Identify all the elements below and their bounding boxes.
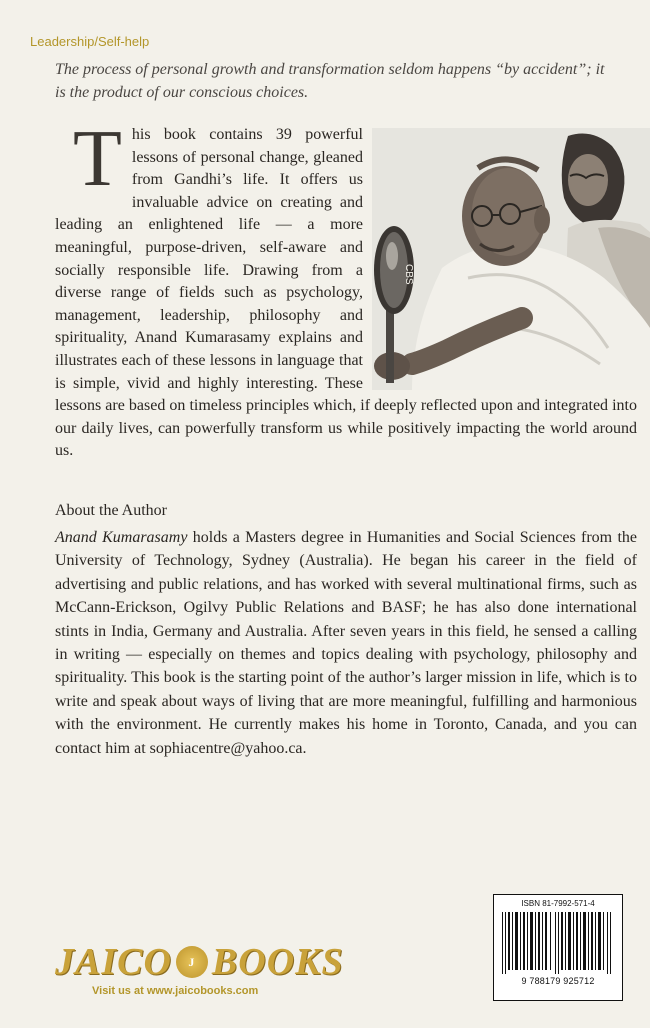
barcode-icon	[500, 912, 616, 974]
photo-spacer	[369, 124, 637, 394]
author-bio	[55, 526, 637, 760]
tagline: The process of personal growth and transformation seldom happens “by accident”; it is the product of our conscious choices.	[55, 61, 605, 101]
barcode-box	[493, 894, 623, 1001]
about-author-heading: About the Author	[55, 502, 167, 519]
book-description	[55, 115, 637, 463]
barcode-digits: 9 788179 925712	[521, 976, 595, 986]
microphone-label: CBS	[403, 264, 414, 285]
website-link: Visit us at www.jaicobooks.com	[92, 985, 259, 997]
drop-cap: T	[73, 115, 122, 203]
logo-emblem-icon: J	[176, 946, 208, 978]
logo-word-left: JAICO	[55, 941, 172, 983]
publisher-logo	[55, 938, 344, 986]
logo-word-right: BOOKS	[211, 941, 344, 983]
description-text: his book contains 39 powerful lessons of personal change, gleaned from Gandhi’s life. It offers us invaluable advice on creating and leading an enlightened life — a more meaningful, purpose-driven, self-aware and socially responsible life. Drawing from a diverse range of fields such as psychology, management, leadership, philosophy and spirituality, Anand Kumarasamy explains and illustrates each of these lessons in language that is simple, vivid and highly interesting. These lessons are based on timeless principles which, if deeply reflected upon and integrated into our daily lives, can powerfully transform us while positively impacting the world around us.	[55, 126, 637, 460]
isbn-label: ISBN 81-7992-571-4	[521, 899, 595, 908]
category-label: Leadership/Self-help	[30, 34, 150, 49]
author-name: Anand Kumarasamy	[55, 529, 188, 546]
author-bio-text: holds a Masters degree in Humanities and Social Sciences from the University of Technology, Sydney (Australia). He began his career in the field of advertising and public relations, and has worked with several multinational firms, such as McCann-Erickson, Ogilvy Public Relations and BASF; he has also done international stints in India, Germany and Australia. After seven years in this field, he sensed a calling in writing — especially on themes and topics dealing with psychology, philosophy and spirituality. This book is the starting point of the author’s larger mission in life, which is to write and speak about ways of living that are more meaningful, fulfilling and harmonious with the environment. He currently makes his home in Toronto, Canada, and you can contact him at sophiacentre@yahoo.ca.	[55, 529, 637, 757]
